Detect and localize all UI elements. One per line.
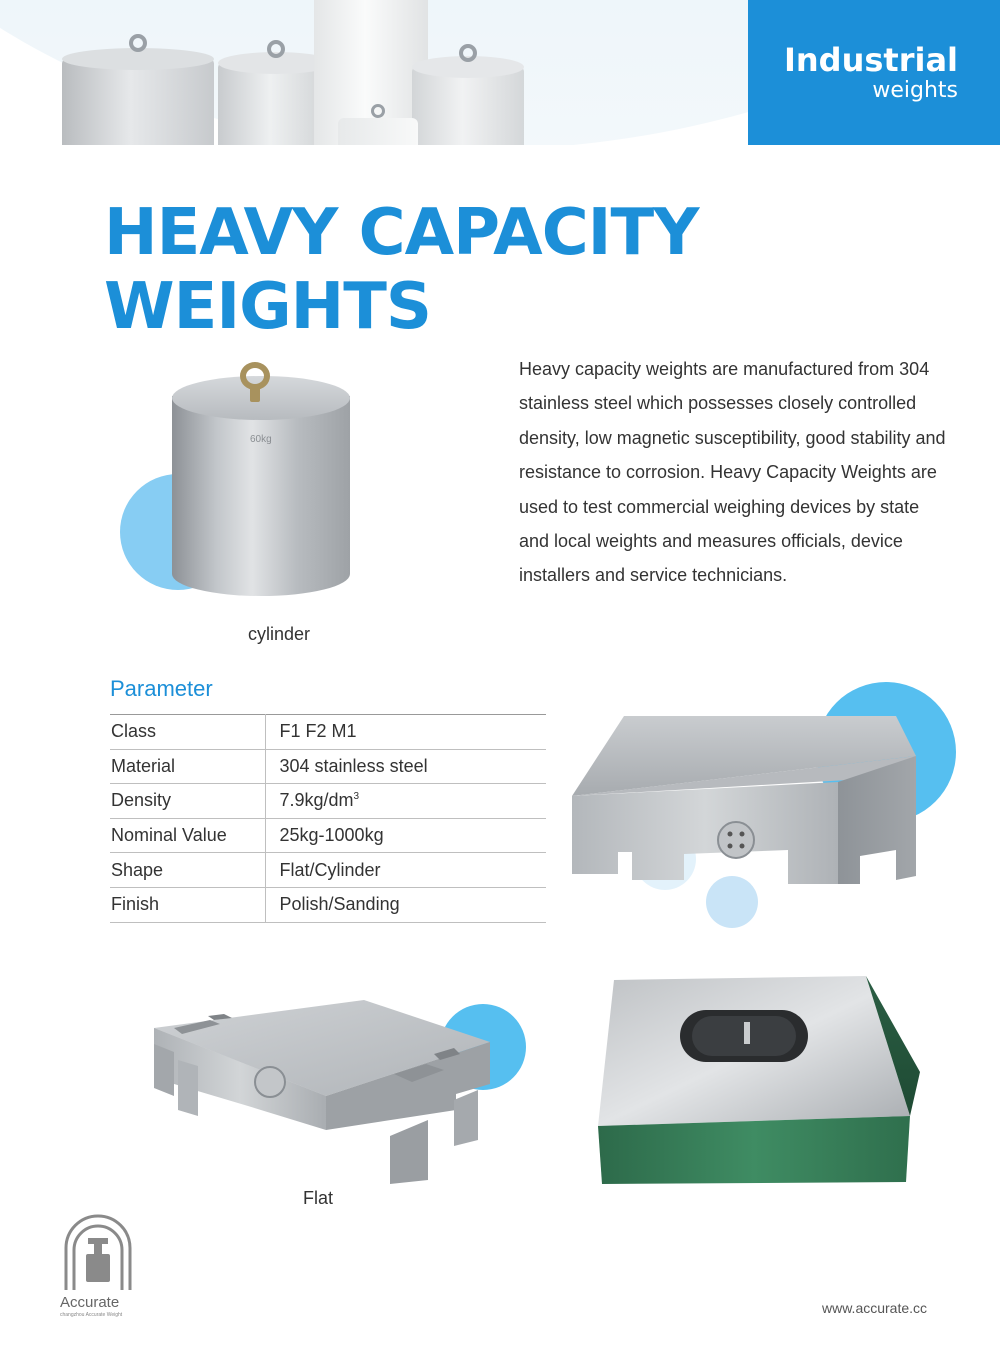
brand-subtitle: changzhou Accurate Weight xyxy=(60,1312,123,1318)
table-row xyxy=(110,749,546,784)
density-exponent: 3 xyxy=(353,791,360,803)
page-title-line1: HEAVY CAPACITY xyxy=(104,196,699,270)
param-value: F1 F2 M1 xyxy=(279,721,357,742)
table-row xyxy=(110,715,546,750)
density-value: 7.9kg/dm xyxy=(279,790,354,811)
badge-title: Industrial xyxy=(783,41,958,79)
banner-weight-5 xyxy=(338,118,418,145)
cylinder-caption: cylinder xyxy=(248,624,311,644)
page-title-line2: WEIGHTS xyxy=(104,270,431,344)
param-value: Flat/Cylinder xyxy=(279,859,381,880)
table-row xyxy=(110,818,546,853)
table-row xyxy=(110,887,546,922)
param-value: 25kg-1000kg xyxy=(279,825,384,846)
param-value: 304 stainless steel xyxy=(279,755,428,776)
param-key: Nominal Value xyxy=(110,818,265,853)
cylinder-mark: 60kg xyxy=(250,434,272,445)
flat-caption: Flat xyxy=(303,1188,334,1208)
param-key: Density xyxy=(110,784,265,819)
website-url: www.accurate.cc xyxy=(822,1300,928,1316)
block-weight-green-image xyxy=(594,976,920,1184)
brand-name: Accurate xyxy=(60,1294,120,1311)
header-banner-image xyxy=(0,0,748,145)
cylinder-body xyxy=(172,396,350,596)
banner-weight-1 xyxy=(62,58,214,145)
banner-weight-4 xyxy=(412,66,524,145)
table-row xyxy=(110,784,546,819)
param-value xyxy=(265,784,546,819)
flat-weight-long-image xyxy=(150,1000,500,1184)
flat-weight-large-image xyxy=(568,716,920,888)
param-key: Class xyxy=(110,715,265,750)
param-value: Polish/Sanding xyxy=(279,894,400,915)
param-key: Material xyxy=(110,749,265,784)
parameter-heading: Parameter xyxy=(110,676,213,701)
param-key: Shape xyxy=(110,853,265,888)
table-row xyxy=(110,853,546,888)
badge-subtitle: weights xyxy=(872,78,958,103)
cylinder-eyebolt-ring xyxy=(240,362,270,390)
page-title xyxy=(104,196,804,344)
product-description: Heavy capacity weights are manufactured from 304 stainless steel which possesses closely controlled density, low magnetic susceptibility, good stability and resistance to corrosion. Heavy Capacity Weights are used to test commercial weighing devices by state and local weights and measures officials, device installers and service technicians. xyxy=(519,359,946,586)
param-key: Finish xyxy=(110,887,265,922)
category-badge xyxy=(748,0,1000,145)
parameter-table xyxy=(110,714,546,923)
cylinder-weight-image xyxy=(172,366,350,606)
